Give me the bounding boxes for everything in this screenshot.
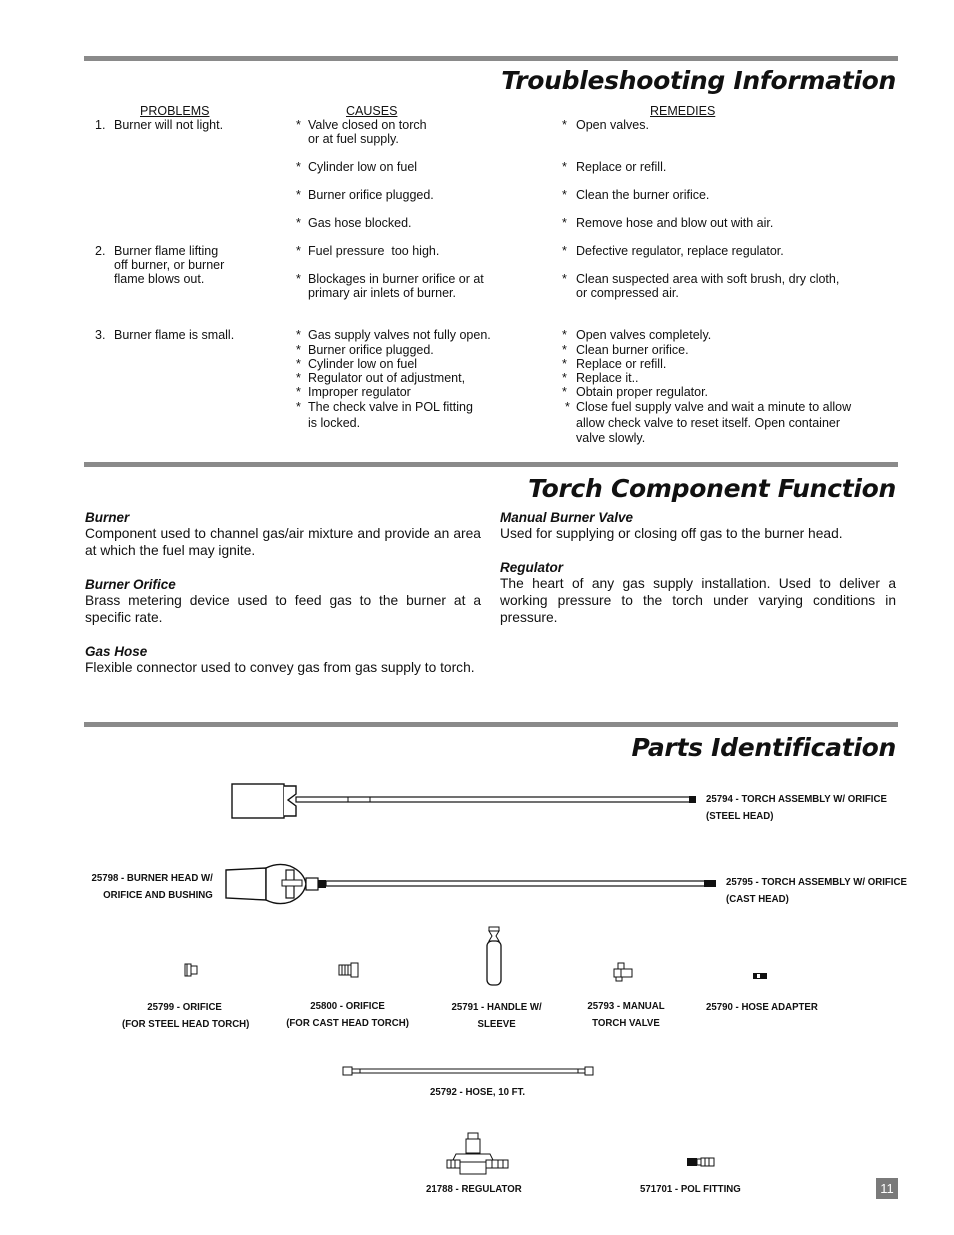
cause-bullet: * bbox=[296, 216, 301, 230]
hose-adapter-25790-icon bbox=[752, 972, 768, 980]
cause-bullet: * bbox=[296, 118, 301, 132]
remedy-text: Replace or refill. bbox=[576, 357, 667, 371]
components-left-column bbox=[85, 510, 481, 676]
label-25792: 25792 - HOSE, 10 FT. bbox=[430, 1086, 526, 1098]
cause-bullet: * bbox=[296, 385, 301, 399]
problem-2-number: 2. bbox=[95, 244, 106, 258]
remedy-bullet: * bbox=[562, 385, 567, 399]
cause-text: primary air inlets of burner. bbox=[308, 286, 456, 300]
hose-description: Flexible connector used to convey gas from gas supply to torch. bbox=[85, 660, 475, 675]
cause-bullet: * bbox=[296, 272, 301, 286]
regulator-heading: Regulator bbox=[500, 560, 564, 575]
remedy-bullet: * bbox=[562, 343, 567, 357]
remedy-bullet: * bbox=[562, 272, 567, 286]
cause-text: Burner orifice plugged. bbox=[308, 188, 434, 202]
remedy-bullet: * bbox=[562, 328, 567, 342]
cause-text: Cylinder low on fuel bbox=[308, 160, 418, 174]
cause-bullet: * bbox=[296, 400, 301, 414]
valve-heading: Manual Burner Valve bbox=[500, 510, 634, 525]
problem-2-line1: Burner flame lifting bbox=[114, 244, 219, 258]
remedy-bullet: * bbox=[562, 160, 567, 174]
label-25798: 25798 - BURNER HEAD W/ ORIFICE AND BUSHING bbox=[91, 872, 213, 901]
remedy-text: Replace or refill. bbox=[576, 160, 667, 174]
problem-1-text: Burner will not light. bbox=[114, 118, 224, 132]
valve-description: Used for supplying or closing off gas to the burner head. bbox=[500, 526, 843, 541]
label-25795: 25795 - TORCH ASSEMBLY W/ ORIFICE (CAST HEAD) bbox=[726, 876, 907, 905]
label-25793: 25793 - MANUAL TORCH VALVE bbox=[587, 1000, 665, 1029]
cause-text: Regulator out of adjustment, bbox=[308, 371, 466, 385]
problem-3-text: Burner flame is small. bbox=[114, 328, 235, 342]
problem-3-number: 3. bbox=[95, 328, 106, 342]
label-25790: 25790 - HOSE ADAPTER bbox=[706, 1001, 818, 1013]
troubleshooting-title: Troubleshooting Information bbox=[501, 66, 896, 95]
cause-bullet: * bbox=[296, 328, 301, 342]
col-remedies-header: REMEDIES bbox=[650, 104, 716, 118]
remedy-text: Clean the burner orifice. bbox=[576, 188, 710, 202]
remedy-text: Remove hose and blow out with air. bbox=[576, 216, 774, 230]
section-rule-top bbox=[84, 56, 898, 61]
orifice-25800-icon bbox=[338, 962, 360, 978]
torch-cast-head-drawing bbox=[222, 860, 722, 910]
cause-text: Fuel pressure too high. bbox=[308, 244, 440, 258]
section-rule-bottom bbox=[84, 722, 898, 727]
burner-description: Component used to channel gas/air mixture and provide an area at which the fuel may ignite. bbox=[85, 526, 481, 558]
label-25791: 25791 - HANDLE W/ SLEEVE bbox=[451, 1001, 542, 1030]
cause-bullet: * bbox=[296, 160, 301, 174]
orifice-25799-icon bbox=[184, 962, 198, 978]
regulator-21788-drawing bbox=[446, 1132, 510, 1176]
label-25799: 25799 - ORIFICE (FOR STEEL HEAD TORCH) bbox=[122, 1001, 250, 1030]
remedy-bullet: * bbox=[562, 371, 567, 385]
cause-text: Burner orifice plugged. bbox=[308, 343, 434, 357]
cause-text: Gas supply valves not fully open. bbox=[308, 328, 491, 342]
cause-text: Blockages in burner orifice or at bbox=[308, 272, 484, 286]
torch-steel-head-drawing bbox=[230, 780, 700, 822]
cause-text: Improper regulator bbox=[308, 385, 411, 399]
label-571701: 571701 - POL FITTING bbox=[640, 1183, 741, 1195]
remedy-text: Open valves completely. bbox=[576, 328, 712, 342]
problem-2-line3: flame blows out. bbox=[114, 272, 205, 286]
components-title: Torch Component Function bbox=[528, 474, 896, 503]
cause-bullet: * bbox=[296, 371, 301, 385]
remedy-text: Defective regulator, replace regulator. bbox=[576, 244, 784, 258]
remedy-text: Obtain proper regulator. bbox=[576, 385, 709, 399]
remedy-text: Close fuel supply valve and wait a minute to allow bbox=[576, 400, 852, 414]
label-21788: 21788 - REGULATOR bbox=[426, 1183, 522, 1195]
cause-bullet: * bbox=[296, 188, 301, 202]
label-25794: 25794 - TORCH ASSEMBLY W/ ORIFICE (STEEL HEAD) bbox=[706, 793, 887, 822]
orifice-heading: Burner Orifice bbox=[85, 577, 176, 592]
hose-heading: Gas Hose bbox=[85, 644, 148, 659]
remedy-bullet: * bbox=[562, 118, 567, 132]
col-problems-header: PROBLEMS bbox=[140, 104, 210, 118]
cause-text: is locked. bbox=[308, 416, 361, 430]
remedy-text: Clean burner orifice. bbox=[576, 343, 689, 357]
remedy-text: allow check valve to reset itself. Open container bbox=[576, 416, 841, 430]
cause-text: or at fuel supply. bbox=[308, 132, 399, 146]
parts-title: Parts Identification bbox=[631, 733, 896, 762]
pol-fitting-571701-icon bbox=[686, 1156, 716, 1168]
orifice-description: Brass metering device used to feed gas to the burner at a specific rate. bbox=[85, 593, 481, 625]
remedy-bullet: * bbox=[562, 244, 567, 258]
remedy-bullet: * bbox=[565, 400, 570, 414]
col-causes-header: CAUSES bbox=[346, 104, 398, 118]
remedy-bullet: * bbox=[562, 188, 567, 202]
valve-25793-icon bbox=[612, 962, 634, 982]
cause-bullet: * bbox=[296, 343, 301, 357]
hose-25792-drawing bbox=[342, 1064, 594, 1078]
problem-2-line2: off burner, or burner bbox=[114, 258, 225, 272]
remedy-text: or compressed air. bbox=[576, 286, 679, 300]
cause-bullet: * bbox=[296, 357, 301, 371]
remedy-text: valve slowly. bbox=[576, 431, 646, 445]
remedy-text: Replace it.. bbox=[576, 371, 639, 385]
remedy-bullet: * bbox=[562, 357, 567, 371]
section-rule-middle bbox=[84, 462, 898, 467]
burner-heading: Burner bbox=[85, 510, 130, 525]
handle-25791-icon bbox=[484, 926, 504, 988]
problem-1-number: 1. bbox=[95, 118, 106, 132]
remedy-text: Clean suspected area with soft brush, dry cloth, bbox=[576, 272, 840, 286]
components-right-column bbox=[500, 510, 896, 626]
page-number: 11 bbox=[876, 1178, 898, 1199]
cause-bullet: * bbox=[296, 244, 301, 258]
regulator-description: The heart of any gas supply installation. Used to deliver a working pressure to the torch under varying conditions in pressure. bbox=[500, 576, 896, 625]
cause-text: Cylinder low on fuel bbox=[308, 357, 418, 371]
remedy-text: Open valves. bbox=[576, 118, 649, 132]
cause-text: Gas hose blocked. bbox=[308, 216, 412, 230]
label-25800: 25800 - ORIFICE (FOR CAST HEAD TORCH) bbox=[286, 1000, 409, 1029]
cause-text: Valve closed on torch bbox=[308, 118, 427, 132]
cause-text: The check valve in POL fitting bbox=[308, 400, 473, 414]
remedy-bullet: * bbox=[562, 216, 567, 230]
